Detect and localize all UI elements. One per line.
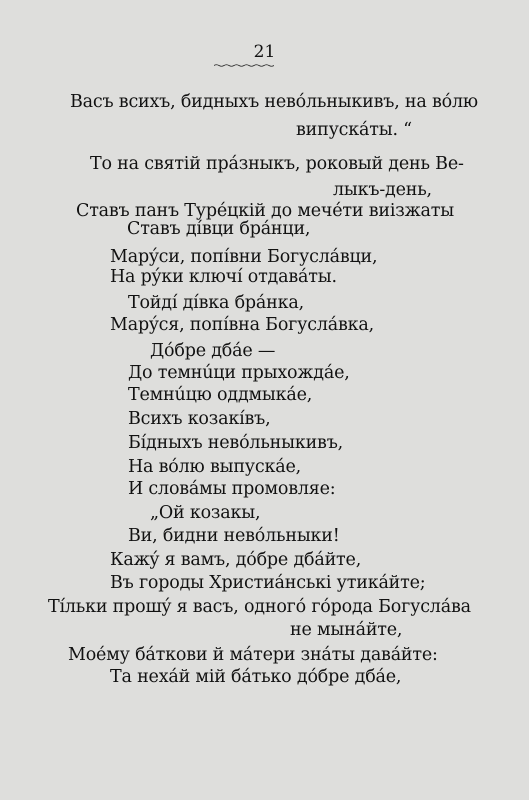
text-line: Всихъ козакíвъ,: [128, 409, 271, 429]
text-line: випускáты. “: [296, 120, 412, 140]
text-line: Та нехáй мій бáтько дóбре дбáе,: [110, 667, 402, 687]
text-line: То на святій прáзныкъ, роковый день Ве-: [90, 154, 464, 174]
text-line: Тíльки прошý я васъ, одногó гóрода Богуслáва: [48, 597, 471, 617]
text-line: Тойдí дíвка брáнка,: [128, 293, 304, 313]
text-line: Ставъ дíвци брáнци,: [127, 219, 311, 239]
page-number: 21: [253, 42, 276, 62]
text-line: До темнúци прыхождáе,: [128, 363, 350, 383]
text-line: не мынáйте,: [290, 620, 403, 640]
text-line: Ви, бидни невóльныки!: [128, 526, 340, 546]
text-line: Въ городы Христиáнські утикáйте;: [110, 573, 426, 593]
text-line: „Ой козакы,: [150, 503, 261, 523]
text-line: Бíдныхъ невóльныкивъ,: [128, 433, 343, 453]
text-line: Кажý я вамъ, дóбре дбáйте,: [110, 550, 362, 570]
text-line: На рýки ключí отдавáты.: [110, 267, 337, 287]
text-line: Дóбре дбáе —: [150, 341, 276, 361]
text-line: И словáмы промовляе:: [128, 479, 336, 499]
text-line: Темнúцю оддмыкáе,: [128, 385, 313, 405]
decorative-wavy-rule: [214, 64, 274, 67]
text-line: Марýси, попíвни Богуслáвци,: [110, 247, 378, 267]
text-line: Моéму бáткови й мáтери знáты давáйте:: [68, 645, 438, 665]
text-line: лыкъ-день,: [333, 180, 432, 200]
text-line: Марýся, попíвна Богуслáвка,: [110, 315, 374, 335]
text-line: Васъ всихъ, бидныхъ невóльныкивъ, на вóлю: [70, 92, 478, 112]
text-line: На вóлю выпускáе,: [128, 457, 301, 477]
text-line: Ставъ панъ Турéцкій до мечéти виізжаты: [76, 201, 454, 221]
